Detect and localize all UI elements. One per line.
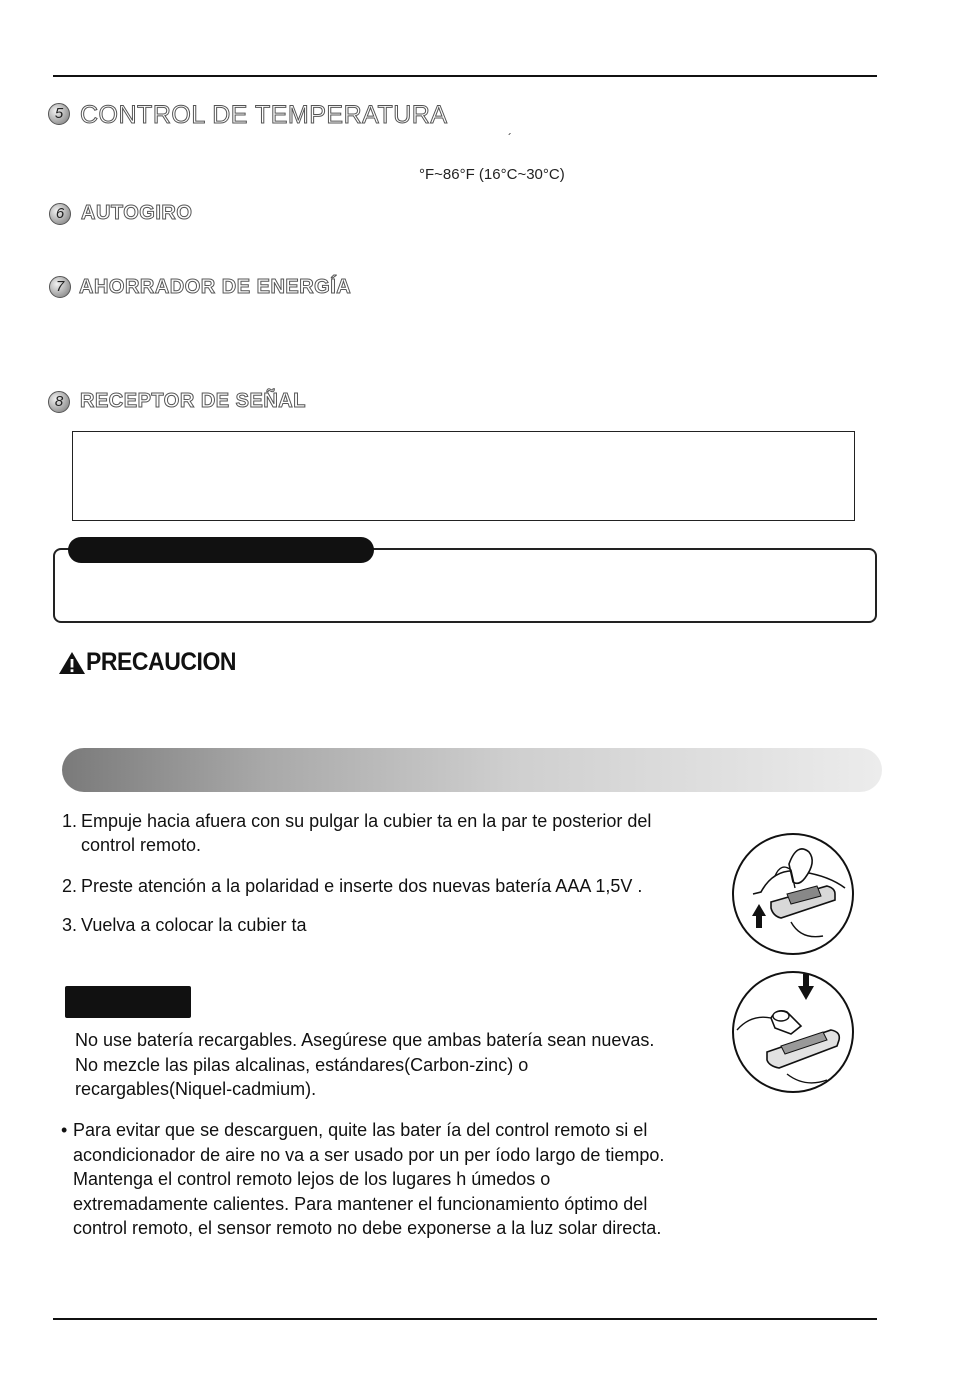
bullet-line: acondicionador de aire no va a ser usado por un per íodo largo de tiempo. bbox=[73, 1144, 665, 1165]
bottom-rule bbox=[53, 1318, 877, 1320]
step-1 bbox=[62, 809, 651, 857]
step-number: 3. bbox=[62, 915, 78, 935]
note-paragraph bbox=[75, 1028, 654, 1102]
step-text-line: Empuje hacia afuera con su pulgar la cubier ta en la par te posterior del bbox=[81, 811, 652, 831]
section-title-energy-saver: AHORRADOR DE ENERGÍA bbox=[79, 276, 352, 298]
note-line: No use batería recargables. Asegúrese que ambas batería sean nuevas. bbox=[75, 1030, 655, 1050]
warning-triangle-icon bbox=[58, 651, 86, 675]
note-line: recargables(Niquel-cadmium). bbox=[75, 1079, 317, 1099]
section-title-signal-receiver: RECEPTOR DE SEÑAL bbox=[80, 390, 306, 412]
step-3 bbox=[62, 913, 306, 937]
remote-insert-battery-illustration bbox=[731, 970, 855, 1094]
step-number: 1. bbox=[62, 811, 78, 831]
bullet-paragraph bbox=[73, 1118, 664, 1241]
battery-section-banner bbox=[62, 748, 882, 792]
step-text-line: Vuelva a colocar la cubier ta bbox=[81, 915, 307, 935]
section-number-8: 8 bbox=[48, 391, 70, 413]
section-number-5: 5 bbox=[48, 103, 70, 125]
section-number-6: 6 bbox=[49, 203, 71, 225]
top-rule bbox=[53, 75, 877, 77]
bullet-line: extremadamente calientes. Para mantener el funcionamiento óptimo del bbox=[73, 1193, 648, 1214]
step-number: 2. bbox=[62, 876, 78, 896]
bullet-line: Para evitar que se descarguen, quite las bater ía del control remoto si el bbox=[73, 1120, 648, 1140]
bullet-line: Mantenga el control remoto lejos de los lugares h úmedos o bbox=[73, 1169, 551, 1189]
bullet-symbol: • bbox=[61, 1120, 68, 1140]
remote-open-cover-illustration bbox=[731, 832, 855, 956]
caution-heading bbox=[58, 648, 249, 677]
bullet-line: control remoto, el sensor remoto no debe exponerse a la luz solar directa. bbox=[73, 1218, 662, 1238]
section-number-7: 7 bbox=[49, 276, 71, 298]
step-text-line: control remoto. bbox=[81, 835, 202, 855]
temperature-range: °F~86°F (16°C~30°C) bbox=[419, 166, 565, 183]
stray-mark: ´ bbox=[508, 131, 512, 145]
section-title-autogiro: AUTOGIRO bbox=[81, 202, 193, 224]
step-text-line: Preste atención a la polaridad e inserte dos nuevas batería AAA 1,5V . bbox=[81, 876, 643, 896]
note-tab bbox=[65, 986, 191, 1018]
note-line: No mezcle las pilas alcalinas, estándares(Carbon-zinc) o bbox=[75, 1054, 529, 1075]
section-title-temperature: CONTROL DE TEMPERATURA bbox=[80, 101, 448, 129]
signal-receiver-note-box bbox=[72, 431, 855, 521]
caution-label: PRECAUCION bbox=[86, 648, 237, 676]
step-2 bbox=[62, 874, 642, 898]
tip-box-tab bbox=[68, 537, 374, 563]
